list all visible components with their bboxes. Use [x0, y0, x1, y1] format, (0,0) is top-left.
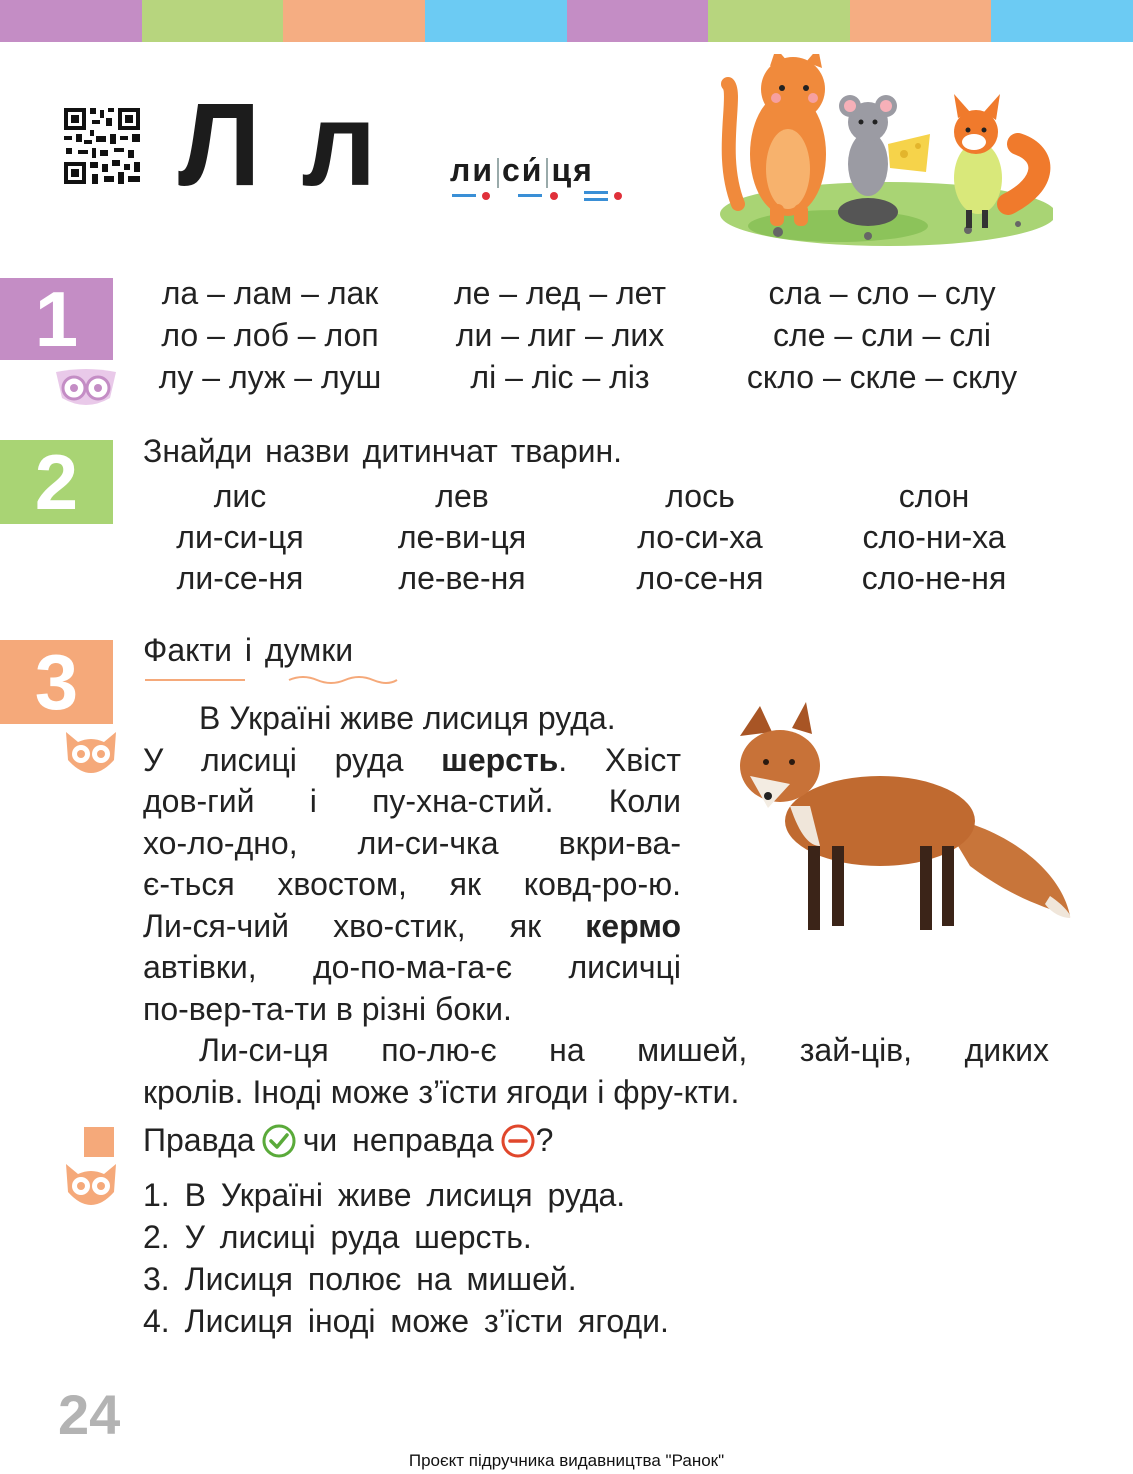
- exercise-number: 1: [0, 278, 113, 360]
- syllable-row: скло – скле – склу: [746, 359, 1018, 395]
- text-line: хо-ло-дно, ли-си-чка вкри-ва-: [143, 824, 681, 861]
- color-stripe: [283, 0, 425, 42]
- task-marker: [84, 1127, 114, 1157]
- syllable-column: [140, 272, 400, 398]
- text-line: В Україні живе лисиця руда.: [199, 700, 616, 736]
- animal-column: [834, 476, 1034, 599]
- color-stripe: [425, 0, 567, 42]
- true-false-suffix: ?: [535, 1122, 554, 1158]
- true-false-middle: чи неправда: [302, 1122, 494, 1158]
- syllable: ли: [450, 152, 494, 188]
- animal-word: лев: [435, 478, 489, 514]
- true-false-prefix: Правда: [143, 1122, 255, 1158]
- title-underline: [143, 672, 403, 688]
- animal-word: ле-ви-ця: [397, 519, 527, 555]
- animals-illustration: [718, 54, 1053, 246]
- qr-code-icon[interactable]: [62, 106, 142, 186]
- syllable-row: ло – лоб – лоп: [161, 317, 379, 353]
- text-line: по-вер-та-ти в різні боки.: [143, 990, 512, 1027]
- animal-word: сло-ни-ха: [862, 519, 1006, 555]
- syllable-row: сле – сли – слі: [773, 317, 991, 353]
- color-stripe: [142, 0, 284, 42]
- owl-icon: [62, 730, 120, 780]
- animal-word: ло-се-ня: [636, 560, 764, 596]
- letter-heading: Л л: [178, 79, 381, 211]
- animal-column: [372, 476, 552, 599]
- color-stripe: [708, 0, 850, 42]
- animal-word: ло-си-ха: [637, 519, 763, 555]
- fact-paragraph: [143, 1030, 1049, 1113]
- top-color-bar: [0, 0, 1133, 42]
- exercise-title: Факти і думки: [143, 632, 354, 668]
- statement-item: 1. В Україні живе лисиця руда.: [143, 1177, 626, 1213]
- text-fragment: У лисиці руда: [143, 741, 442, 778]
- syllable-separator: [497, 158, 499, 188]
- syllable-row: лі – ліс – ліз: [470, 359, 650, 395]
- fox-photo: [720, 696, 1080, 946]
- text-line: є-ться хвостом, як ковд-ро-ю.: [143, 866, 681, 902]
- text-line: [143, 740, 681, 782]
- syllable-row: ле – лед – лет: [453, 275, 667, 311]
- owl-icon: [52, 368, 120, 408]
- color-stripe: [850, 0, 992, 42]
- exercise-number: 2: [0, 440, 113, 524]
- animal-column: [610, 476, 790, 599]
- footer-note: Проєкт підручника видавництва "Ранок": [408, 1451, 725, 1470]
- animal-word: ли-се-ня: [176, 560, 304, 596]
- color-stripe: [0, 0, 142, 42]
- text-fragment: Ли-ся-чий хво-стик, як: [143, 907, 586, 944]
- minus-circle-icon: [500, 1123, 536, 1159]
- bold-term: кермо: [585, 907, 681, 944]
- color-stripe: [991, 0, 1133, 42]
- statement-list: [143, 1174, 669, 1342]
- syllable-row: сла – сло – слу: [768, 275, 996, 311]
- animal-word: лис: [213, 478, 267, 514]
- text-line: дов-гий і пу-хна-стий. Коли: [143, 783, 681, 819]
- text-line: кролів. Іноді може з’їсти ягоди і фру-кти.: [143, 1073, 740, 1110]
- statement-item: 3. Лисиця полює на мишей.: [143, 1261, 577, 1297]
- syllable-row: лу – луж – луш: [158, 359, 382, 395]
- animal-word: сло-не-ня: [861, 560, 1007, 596]
- check-circle-icon: [261, 1123, 297, 1159]
- text-fragment: . Хвіст: [558, 741, 681, 778]
- animal-word: ли-си-ця: [176, 519, 304, 555]
- animal-column: [150, 476, 330, 599]
- page-number: 24: [58, 1383, 121, 1446]
- statement-item: 2. У лисиці руда шерсть.: [143, 1219, 532, 1255]
- animal-word: лось: [665, 478, 735, 514]
- sound-scheme: [450, 190, 640, 204]
- syllable-separator: [546, 158, 548, 188]
- animal-word: слон: [898, 478, 970, 514]
- statement-item: 4. Лисиця іноді може з’їсти ягоди.: [143, 1303, 669, 1339]
- bold-term: шерсть: [441, 741, 559, 778]
- exercise-number: 3: [0, 640, 113, 724]
- color-stripe: [567, 0, 709, 42]
- syllable-column: [430, 272, 690, 398]
- syllable-row: ли – лиг – лих: [455, 317, 665, 353]
- syllable: ця: [551, 152, 594, 188]
- text-line: автівки, до-по-ма-га-є лисичці: [143, 949, 681, 985]
- text-line: [143, 906, 681, 948]
- exercise-title: Знайди назви дитинчат тварин.: [143, 433, 623, 469]
- owl-icon: [62, 1162, 120, 1212]
- syllable-row: ла – лам – лак: [161, 275, 379, 311]
- syllable: си́: [502, 152, 544, 188]
- text-line: Ли-си-ця по-лю-є на мишей, зай-ців, диких: [199, 1032, 1049, 1068]
- true-false-question: [143, 1122, 553, 1159]
- syllable-column: [722, 272, 1042, 398]
- fact-paragraph: [143, 698, 681, 1030]
- syllable-word: [450, 152, 594, 189]
- animal-word: ле-ве-ня: [398, 560, 526, 596]
